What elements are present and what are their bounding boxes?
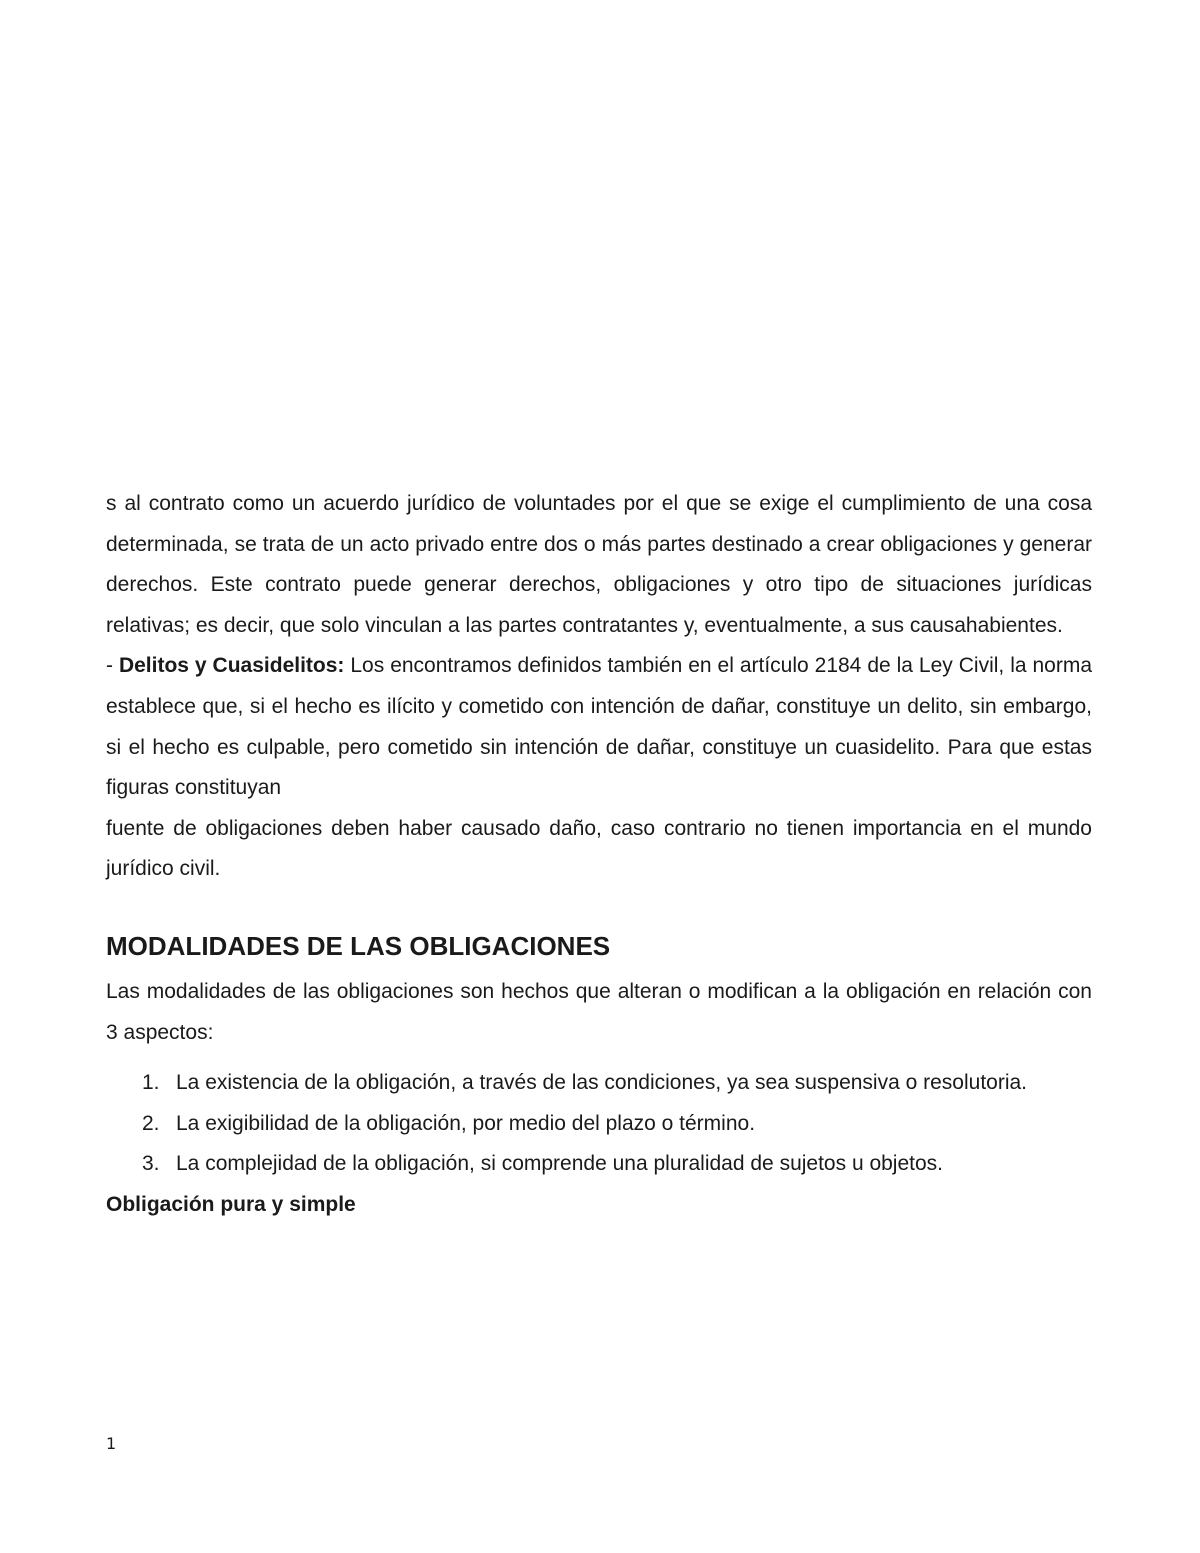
document-body — [106, 484, 1092, 1226]
subheading: Obligación pura y simple — [106, 1192, 356, 1216]
list-item-number: 3. — [142, 1152, 160, 1176]
list-item-text: La existencia de la obligación, a través de las condiciones, ya sea suspensiva o resolutoria. — [176, 1071, 1028, 1095]
delitos-text: Los encontramos definidos también en el artículo 2184 de la Ley Civil, la norma establece que, si el hecho es ilícito y cometido con intención de dañar, constituye un delito, sin embargo, si el hecho es culpable, pero cometido sin intención de dañar, constituye un cuasidelito. Para que estas figuras constituyan — [106, 654, 1093, 800]
list-item — [106, 1063, 1092, 1104]
modalities-list — [106, 1063, 1092, 1185]
list-item — [106, 1144, 1092, 1185]
list-item-text: La complejidad de la obligación, si comprende una pluralidad de sujetos u objetos. — [176, 1152, 944, 1176]
section-heading: MODALIDADES DE LAS OBLIGACIONES — [106, 930, 611, 961]
section-intro: Las modalidades de las obligaciones son hechos que alteran o modifican a la obligación en relación con 3 aspectos: — [106, 979, 1092, 1044]
contract-paragraph: s al contrato como un acuerdo jurídico de voluntades por el que se exige el cumplimiento de una cosa determinada, se trata de un acto privado entre dos o más partes destinado a crear obligaciones y generar derechos. Este contrato puede generar derechos, obligaciones y otro tipo de situaciones jurídicas relativas; es decir, que solo vinculan a las partes contratantes y, eventualmente, a sus causahabientes. — [106, 492, 1092, 637]
page-number: 1 — [106, 1434, 117, 1453]
delitos-term: Delitos y Cuasidelitos: — [118, 654, 345, 678]
list-item-text: La exigibilidad de la obligación, por medio del plazo o término. — [176, 1111, 756, 1135]
delitos-prefix: - — [106, 654, 119, 678]
fuente-paragraph: fuente de obligaciones deben haber causado daño, caso contrario no tienen importancia en el mundo jurídico civil. — [106, 816, 1092, 881]
delitos-paragraph — [106, 646, 1092, 808]
list-item-number: 2. — [142, 1111, 160, 1135]
list-item — [106, 1104, 1092, 1145]
list-item-number: 1. — [142, 1071, 160, 1095]
